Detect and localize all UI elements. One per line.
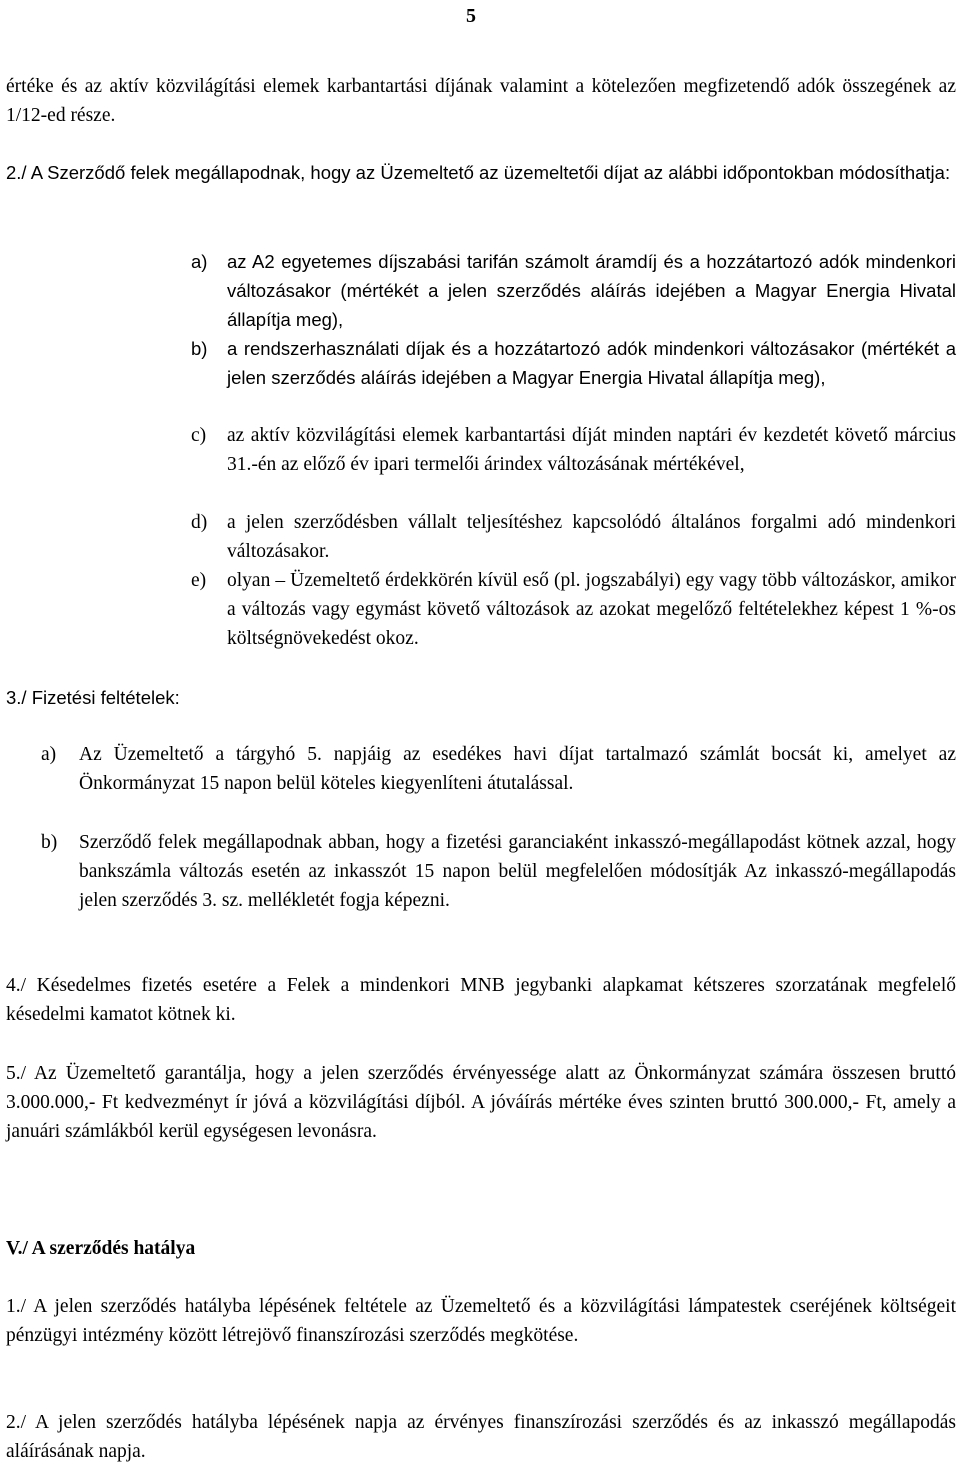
list-marker: b): [191, 338, 208, 359]
list-item: [41, 828, 956, 944]
paragraph-intro: értéke és az aktív közvilágítási elemek karbantartási díjának valamint a kötelezően megfizetendő adók összegének az 1/12-ed része.: [6, 76, 956, 126]
list-item: [191, 566, 956, 653]
list-item-text: Az Üzemeltető a tárgyhó 5. napjáig az esedékes havi díjat tartalmazó számlát bocsát ki, amelyet az Önkormányzat 15 napon belül köteles kiegyenlíteni átutalással.: [79, 744, 956, 794]
list-item: [191, 334, 956, 421]
list-marker: a): [41, 744, 57, 765]
list-marker: c): [191, 425, 207, 446]
list-marker: a): [191, 251, 208, 272]
list-item: [191, 247, 956, 334]
section-heading: V./ A szerződés hatálya: [6, 1238, 196, 1259]
section-v-paragraph-1: 1./ A jelen szerződés hatályba lépésének feltétele az Üzemeltető és a közvilágítási lámpatestek cseréjének költségeit pénzügyi intézmény között létrejövő finanszírozási szerződés megkötése.: [6, 1296, 956, 1346]
list-item-text: az aktív közvilágítási elemek karbantartási díját minden naptári év kezdetét követő március 31.-én az előző év ipari termelői árindex változásának mértékével,: [227, 425, 956, 475]
paragraph-2: 2./ A Szerződő felek megállapodnak, hogy az Üzemeltető az üzemeltetői díjat az alábbi időpontokban módosíthatja:: [6, 162, 951, 183]
list-item-text: az A2 egyetemes díjszabási tarifán számolt áramdíj és a hozzátartozó adók mindenkori változásakor (mértékét a jelen szerződés aláírás idejében a Magyar Energia Hivatal állapítja meg),: [227, 251, 956, 330]
paragraph-5: 5./ Az Üzemeltető garantálja, hogy a jelen szerződés érvényessége alatt az Önkormányzat számára összesen bruttó 3.000.000,- Ft kedvezményt ír jóvá a közvilágítási díjból. A jóváírás mértéke éves szinten bruttó 300.000,- Ft, amely a januári számlákból kerül egységesen levonásra.: [6, 1063, 956, 1142]
list-item-text: a jelen szerződésben vállalt teljesítéshez kapcsolódó általános forgalmi adó mindenkori változásakor.: [227, 512, 956, 562]
list-item-text: Szerződő felek megállapodnak abban, hogy a fizetési garanciaként inkasszó-megállapodást kötnek azzal, hogy bankszámla változás esetén az inkasszót 15 napon belül megfelelően módosítják Az inkasszó-megállapodás jelen szerződés 3. sz. mellékletét fogja képezni.: [79, 832, 956, 911]
list-marker: e): [191, 570, 207, 591]
list-item-text: olyan – Üzemeltető érdekkörén kívül eső (pl. jogszabályi) egy vagy több változáskor, amikor a változás vagy egymást követő változások az azokat megelőző feltételekhez képest 1 %-os költségnövekedést okoz.: [227, 570, 956, 649]
list-item: [191, 508, 956, 566]
section-3-label: 3./ Fizetési feltételek:: [6, 687, 180, 708]
list-item: [41, 740, 956, 798]
paragraph-4: 4./ Késedelmes fizetés esetére a Felek a mindenkori MNB jegybanki alapkamat kétszeres szorzatának megfelelő késedelmi kamatot kötnek ki.: [6, 975, 956, 1025]
section-v-paragraph-2: 2./ A jelen szerződés hatályba lépésének napja az érvényes finanszírozási szerződés és az inkasszó megállapodás aláírásának napja.: [6, 1412, 956, 1462]
list-item: [191, 421, 956, 508]
page-number: 5: [466, 5, 476, 27]
list-marker: d): [191, 512, 208, 533]
list-marker: b): [41, 832, 58, 853]
list-item-text: a rendszerhasználati díjak és a hozzátartozó adók mindenkori változásakor (mértékét a jelen szerződés aláírás idejében a Magyar Energia Hivatal állapítja meg),: [227, 338, 956, 388]
